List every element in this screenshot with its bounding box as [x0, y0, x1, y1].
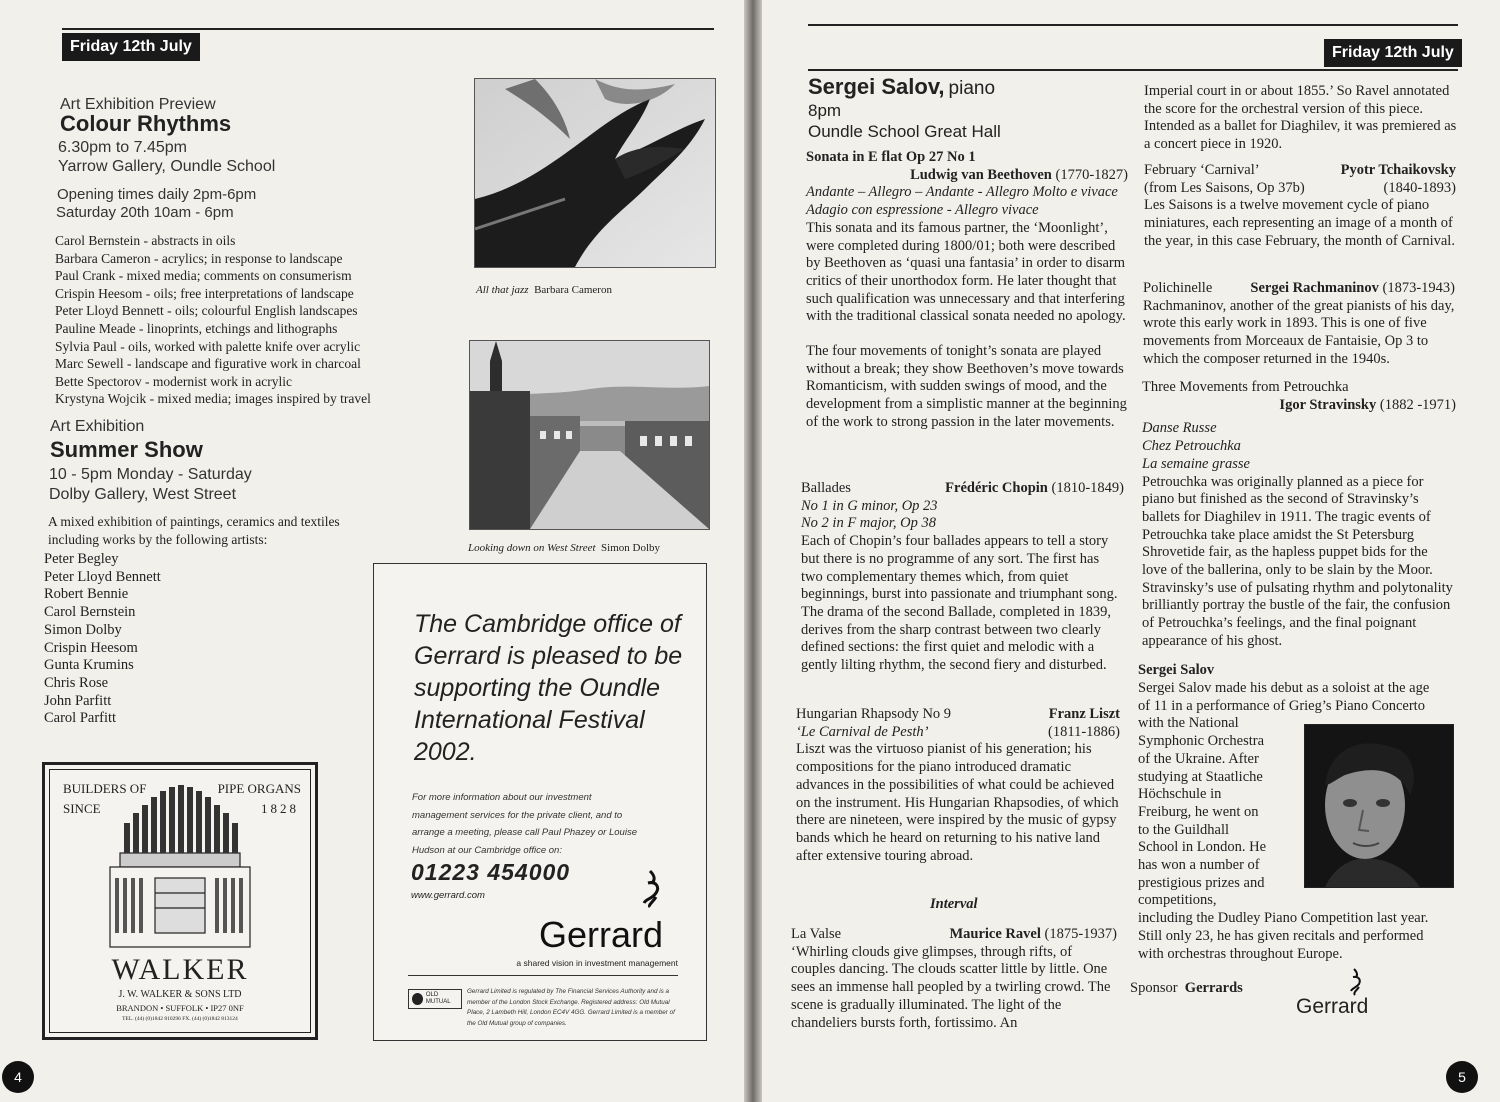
composer-dates: (1882 -1971): [1379, 396, 1456, 413]
gerrard-brand: Gerrard: [539, 914, 664, 955]
composer-name: Pyotr Tchaikovsky: [1340, 162, 1456, 178]
gerrard-headline: The Cambridge office of Gerrard is pleased to be supporting the Oundle International Festival 2002.: [414, 610, 683, 766]
gerrard-tagline: a shared vision in investment management: [516, 958, 678, 968]
bio-line: with the National: [1138, 715, 1239, 732]
composer-dates: (1810-1849): [1051, 480, 1124, 496]
list-item: Crispin Heesom - oils; free interpretations of landscape: [55, 285, 354, 301]
page-number: 5: [1446, 1061, 1478, 1093]
composer-name: Maurice Ravel: [949, 926, 1041, 942]
work-title: Polichinelle: [1143, 280, 1213, 296]
date-tab: Friday 12th July: [1324, 39, 1462, 67]
ad-company: J. W. WALKER & SONS LTD: [118, 989, 242, 1000]
ad-year: 1828: [261, 801, 299, 816]
ad-builders: BUILDERS OF: [63, 781, 147, 796]
painting-west-street: [469, 340, 710, 530]
summer-artist-list: [44, 551, 161, 728]
caption-artist: Barbara Cameron: [534, 284, 612, 296]
summer-venue: Dolby Gallery, West Street: [49, 486, 237, 503]
artist-list: [55, 232, 371, 408]
composer-name: Ludwig van Beethoven: [910, 166, 1052, 183]
date-tab: Friday 12th July: [62, 33, 200, 61]
bio-line: including the Dudley Piano Competition last year.: [1138, 910, 1429, 927]
list-item: Paul Crank - mixed media; comments on consumerism: [55, 268, 352, 284]
gerrard-body: For more information about our investment management services for the private client, and to arrange a meeting, please call Paul Phazey or Louise Hudson at our Cambridge office on:: [412, 792, 637, 856]
movement-item: Chez Petrouchka: [1142, 438, 1241, 455]
header-rule: [808, 69, 1458, 71]
tchaikovsky-section: [1144, 162, 1456, 251]
stravinsky-section: [1142, 379, 1456, 651]
list-item: Krystyna Wojcik - mixed media; images inspired by travel: [55, 391, 371, 407]
bio-line: has won a number of: [1138, 857, 1260, 874]
list-item: Chris Rose: [44, 674, 109, 691]
concert-time: 8pm: [808, 101, 842, 120]
ad-address: BRANDON • SUFFOLK • IP27 0NF: [116, 1003, 244, 1013]
concert-header: [808, 74, 995, 100]
ad-walker-name: WALKER: [111, 953, 249, 986]
work-title: Sonata in E flat Op 27 No 1: [806, 149, 976, 165]
gerrard-web: www.gerrard.com: [411, 890, 485, 901]
interval-heading: Interval: [930, 896, 978, 912]
work-item: No 2 in F major, Op 38: [801, 515, 936, 532]
programme-note: Liszt was the virtuoso pianist of his generation; his compositions for the piano introduced dramatic advances in the possibilities of what could be achieved on the instrument. His Hungarian Rhapsodies, of which there are nineteen, were inspired by the music of gypsy bands which he heard on returning to his native land after extensive touring abroad.: [796, 741, 1119, 864]
programme-note: Les Saisons is a twelve movement cycle of piano miniatures, each representing an image of a month of the year, in this case February, the month of Carnival.: [1144, 197, 1455, 249]
liszt-section: [796, 706, 1120, 865]
top-rule: [62, 28, 714, 30]
gerrard-legal: Gerrard Limited is regulated by The Financial Services Authority and is a member of the London Stock Exchange. Registered address: Old Mutual Place, 2 Lambeth Hill, London EC4V 4GG. Gerrard Limited is a member of the Old Mutual group of companies.: [467, 988, 675, 1027]
work-subtitle: ‘Le Carnival de Pesth’: [796, 723, 929, 740]
opening-times: Opening times daily 2pm-6pm: [57, 186, 257, 203]
sponsor-logo: Gerrard: [1296, 995, 1369, 1018]
old-mutual-logo: [408, 989, 462, 1009]
work-title: Hungarian Rhapsody No 9: [796, 706, 952, 722]
right-page: [762, 0, 1500, 1102]
list-item: Peter Lloyd Bennett - oils; colourful English landscapes: [55, 303, 358, 319]
bio-line: with orchestras throughout Europe.: [1138, 945, 1343, 962]
summer-kicker: Art Exhibition: [50, 418, 145, 435]
bio-line: prestigious prizes and: [1138, 874, 1265, 891]
top-rule: [808, 24, 1458, 26]
list-item: Carol Bernstein: [44, 604, 136, 621]
programme-note: ‘Whirling clouds give glimpses, through rifts, of couples dancing. The clouds scatter little by little. One sees an immense hall peopled by a twirling crowd. The scene is gradually illuminated. The light of the chandeliers bursts forth, fortissimo. An: [791, 943, 1111, 1031]
bio-line: to the Guildhall: [1138, 821, 1230, 838]
list-item: Robert Bennie: [44, 586, 129, 603]
painting-all-that-jazz: [474, 78, 716, 268]
programme-note: Each of Chopin’s four ballades appears to tell a story but there is no programme of any sort. The first has two complementary themes which, from quiet beginnings, burst into passionate and triumphant song. The drama of the second Ballade, completed in 1839, derives from the sharp contrast between two clearly defined sections: the first quiet and melodic with a gently lilting rhythm, the second fiery and disturbed.: [801, 533, 1118, 674]
bio-line: competitions,: [1138, 892, 1217, 909]
movement-item: La semaine grasse: [1142, 455, 1250, 472]
work-title: Three Movements from Petrouchka: [1142, 379, 1349, 395]
old-mutual-label: OLD MUTUAL: [425, 992, 451, 1005]
work-title: La Valse: [791, 926, 842, 942]
composer-name: Igor Stravinsky: [1279, 396, 1377, 413]
composer-dates: (1770-1827): [1055, 166, 1128, 183]
list-item: Gunta Krumins: [44, 657, 134, 674]
bio-line: Still only 23, he has given recitals and performed: [1138, 927, 1424, 944]
rachmaninov-section: [1143, 280, 1455, 369]
sponsor-name: Gerrards: [1184, 980, 1243, 996]
bio-line: studying at Staatliche: [1138, 768, 1263, 785]
gerrard-advert: [373, 563, 707, 1041]
performer-instrument: piano: [948, 78, 996, 99]
exhibition-title: Colour Rhythms: [60, 111, 232, 136]
left-page: [0, 0, 744, 1102]
ad-telephone: TEL. (44) (0)1842 810296 FX. (44) (0)1842 813124: [122, 1016, 238, 1022]
list-item: Simon Dolby: [44, 621, 122, 638]
movement-item: Danse Russe: [1142, 420, 1217, 437]
concert-venue: Oundle School Great Hall: [808, 122, 1001, 141]
composer-name: Frédéric Chopin: [945, 480, 1048, 496]
composer-dates: (1840-1893): [1383, 179, 1456, 196]
summer-time: 10 - 5pm Monday - Saturday: [49, 466, 252, 483]
chopin-section: [801, 480, 1124, 675]
sponsor-label: Sponsor: [1130, 980, 1178, 996]
gerrard-swirl-icon: [642, 869, 666, 909]
bio-line: of 11 in a performance of Grieg’s Piano Concerto: [1138, 697, 1425, 714]
opening-times-saturday: Saturday 20th 10am - 6pm: [56, 204, 234, 221]
list-item: Marc Sewell - landscape and figurative work in charcoal: [55, 356, 361, 372]
list-item: Peter Lloyd Bennett: [44, 568, 161, 585]
list-item: Barbara Cameron - acrylics; in response to landscape: [55, 250, 343, 266]
composer-dates: (1873-1943): [1382, 280, 1455, 296]
programme-note: Petrouchka was originally planned as a piece for piano but finished as the second of Stravinsky’s ballets for Diaghilev in 1911. The tragic events of Petrouchka take place amidst the St Petersburg Shrovetide fair, as the hapless puppet bids for the love of the ballerina, only to be slain by the Moor. Stravinsky’s use of pulsating rhythm and polytonality brilliantly portray the bustle of the fair, the confusion of Petrouchka’s feelings, and the final poignant appearance of his ghost.: [1142, 473, 1453, 649]
caption-artist: Simon Dolby: [601, 542, 660, 554]
list-item: Peter Begley: [44, 551, 119, 567]
performer-name: Sergei Salov,: [808, 74, 945, 99]
gerrard-swirl-icon: [1349, 968, 1365, 996]
list-item: Carol Bernstein - abstracts in oils: [55, 233, 236, 248]
composer-dates: (1811-1886): [1048, 723, 1120, 740]
pipe-organ-icon: [100, 783, 260, 953]
work-source: (from Les Saisons, Op 37b): [1144, 179, 1305, 196]
spine-gutter: [744, 0, 762, 1102]
composer-dates: (1875-1937): [1044, 926, 1117, 942]
work-title: Ballades: [801, 480, 851, 496]
exhibition-venue: Yarrow Gallery, Oundle School: [58, 158, 276, 175]
exhibition-kicker: Art Exhibition Preview: [60, 96, 216, 113]
ravel-note-continued: Imperial court in or about 1855.’ So Ravel annotated the score for the orchestral version of this piece. Intended as a ballet for Diaghilev, it was premiered as a concert piece in 1920.: [1144, 83, 1457, 153]
photo1-caption: [476, 284, 612, 296]
ad-pipe-organs: PIPE ORGANS: [217, 781, 301, 796]
caption-title: All that jazz: [476, 284, 529, 296]
bio-heading: Sergei Salov: [1138, 662, 1215, 678]
programme-note: Rachmaninov, another of the great pianists of his day, wrote this early work in 1893. This is one of five movements from Morceaux de Fantaisie, Op 3 to which the composer returned in the 1940s.: [1143, 297, 1455, 367]
caption-title: Looking down on West Street: [468, 542, 596, 554]
walker-organ-advert: [42, 762, 318, 1040]
list-item: John Parfitt: [44, 692, 112, 709]
programme-note: The four movements of tonight’s sonata are played without a break; they show Beethoven’s move towards Romanticism, with sudden swings of mood, and the development from a simplistic manner at the beginning of the work to strong passion in the later movements.: [806, 343, 1127, 430]
summer-intro: A mixed exhibition of paintings, ceramics and textiles including works by the following artists:: [48, 514, 340, 547]
performer-portrait: [1304, 724, 1454, 888]
ad-since: SINCE: [63, 801, 101, 816]
work-title: February ‘Carnival’: [1144, 162, 1260, 178]
bio-line: School in London. He: [1138, 839, 1267, 856]
movements: Andante – Allegro – Andante - Allegro Molto e vivace: [806, 184, 1118, 201]
composer-name: Sergei Rachmaninov: [1250, 280, 1379, 296]
movements: Adagio con espressione - Allegro vivace: [806, 202, 1039, 219]
ravel-section: [791, 926, 1117, 1032]
beethoven-section: [806, 149, 1128, 432]
old-mutual-icon: [412, 993, 423, 1005]
summer-title: Summer Show: [50, 437, 203, 462]
page-number: 4: [2, 1061, 34, 1093]
list-item: Bette Spectorov - modernist work in acrylic: [55, 373, 292, 389]
bio-line: Symphonic Orchestra: [1138, 733, 1265, 750]
programme-note: This sonata and its famous partner, the ‘Moonlight’, were completed during 1800/01; both were described by Beethoven as ‘quasi una fantasia’ in order to disarm critics of their unorthodox form. He later thought that such qualification was unnecessary and that interfering with the traditional classical sonata needed no apology.: [806, 219, 1126, 325]
list-item: Crispin Heesom: [44, 639, 138, 656]
gerrard-phone: 01223 454000: [411, 859, 571, 885]
composer-name: Franz Liszt: [1048, 706, 1120, 722]
photo2-caption: [468, 542, 660, 554]
sponsor-line: [1130, 980, 1243, 998]
list-item: Pauline Meade - linoprints, etchings and lithographs: [55, 320, 338, 336]
bio-line: Freiburg, he went on: [1138, 803, 1259, 820]
list-item: Carol Parfitt: [44, 710, 117, 727]
bio-line: Höchschule in: [1138, 786, 1222, 803]
bio-line: Sergei Salov made his debut as a soloist at the age: [1138, 680, 1430, 696]
exhibition-time: 6.30pm to 7.45pm: [58, 139, 187, 156]
work-item: No 1 in G minor, Op 23: [801, 497, 938, 514]
bio-line: of the Ukraine. After: [1138, 750, 1259, 767]
list-item: Sylvia Paul - oils, worked with palette knife over acrylic: [55, 338, 361, 354]
